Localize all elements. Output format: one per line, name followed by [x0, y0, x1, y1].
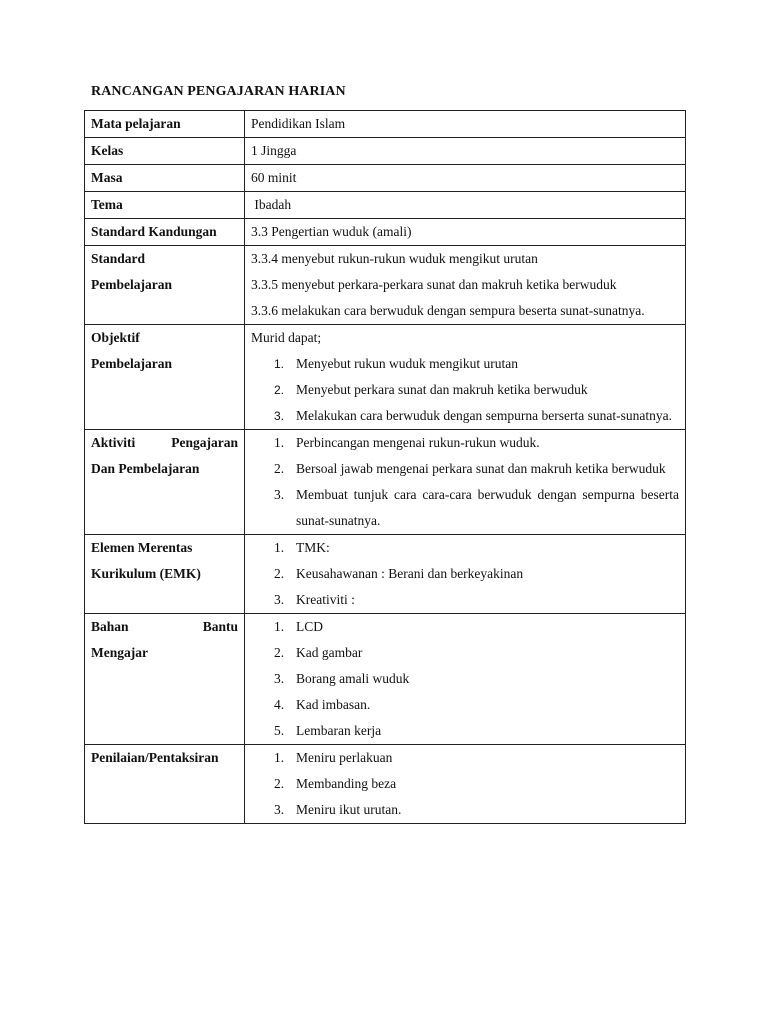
list-item	[251, 692, 679, 718]
row-label-aktiviti	[85, 430, 245, 535]
list-text: Keusahawanan : Berani dan berkeyakinan	[296, 566, 524, 581]
label-line: Aktiviti Pengajaran	[91, 435, 238, 450]
list-item	[251, 535, 679, 561]
table-row	[85, 138, 686, 165]
list-item	[251, 640, 679, 666]
row-label-mata-pelajaran: Mata pelajaran	[85, 111, 245, 138]
list-number: 5.	[274, 723, 285, 738]
list-item: 3.3.6 melakukan cara berwuduk dengan sempura beserta sunat-sunatnya.	[251, 303, 645, 318]
list-text: Menyebut perkara sunat dan makruh ketika berwuduk	[296, 382, 588, 397]
list-text: Melakukan cara berwuduk dengan sempurna berserta sunat-sunatnya.	[296, 408, 672, 423]
list-number: 2.	[274, 645, 285, 660]
label-line: Kurikulum (EMK)	[91, 566, 201, 581]
list-item	[251, 587, 679, 613]
emk-list	[251, 535, 679, 613]
row-label-masa: Masa	[85, 165, 245, 192]
list-text: Kreativiti :	[296, 592, 355, 607]
table-row	[85, 535, 686, 614]
row-value-aktiviti	[245, 430, 686, 535]
list-number: 1.	[274, 357, 285, 371]
list-number: 3.	[274, 592, 285, 607]
list-number: 1.	[274, 619, 285, 634]
list-number: 1.	[274, 435, 285, 450]
label-line: Mengajar	[91, 645, 148, 660]
list-text: Menyebut rukun wuduk mengikut urutan	[296, 356, 518, 371]
list-item	[251, 377, 679, 403]
list-number: 2.	[274, 383, 285, 397]
list-number: 2.	[274, 776, 285, 791]
list-item	[251, 797, 679, 823]
list-number: 4.	[274, 697, 285, 712]
row-value-standard-pembelajaran	[245, 246, 686, 325]
row-label-tema: Tema	[85, 192, 245, 219]
assessment-list	[251, 745, 679, 823]
label-line: Objektif	[91, 330, 140, 345]
row-value-standard-kandungan: 3.3 Pengertian wuduk (amali)	[245, 219, 686, 246]
list-item: 3.3.5 menyebut perkara-perkara sunat dan makruh ketika berwuduk	[251, 277, 617, 292]
row-value-mata-pelajaran: Pendidikan Islam	[245, 111, 686, 138]
list-text: Meniru ikut urutan.	[296, 802, 402, 817]
list-text: Membanding beza	[296, 776, 397, 791]
table-row	[85, 246, 686, 325]
list-text: Perbincangan mengenai rukun-rukun wuduk.	[296, 435, 540, 450]
table-row	[85, 745, 686, 824]
row-label-standard-pembelajaran	[85, 246, 245, 325]
activity-list	[251, 430, 679, 534]
row-value-penilaian	[245, 745, 686, 824]
objective-list	[251, 351, 679, 429]
list-item	[251, 666, 679, 692]
list-text: Borang amali wuduk	[296, 671, 410, 686]
table-row	[85, 192, 686, 219]
list-item	[251, 745, 679, 771]
list-text: Bersoal jawab mengenai perkara sunat dan makruh ketika berwuduk	[296, 461, 666, 476]
label-line: Pembelajaran	[91, 356, 172, 371]
list-number: 1.	[274, 540, 285, 555]
table-row	[85, 165, 686, 192]
label-line: Standard	[91, 251, 146, 266]
table-row	[85, 219, 686, 246]
list-item	[251, 456, 679, 482]
row-value-objektif	[245, 325, 686, 430]
list-number: 1.	[274, 750, 285, 765]
lesson-plan-table	[84, 110, 686, 824]
list-text: Kad gambar	[296, 645, 363, 660]
list-number: 3.	[274, 671, 285, 686]
label-line: Elemen Merentas	[91, 540, 193, 555]
list-text: Lembaran kerja	[296, 723, 382, 738]
list-item	[251, 561, 679, 587]
list-item	[251, 614, 679, 640]
list-item: 3.3.4 menyebut rukun-rukun wuduk mengikut urutan	[251, 251, 538, 266]
list-text: Meniru perlakuan	[296, 750, 393, 765]
row-value-kelas: 1 Jingga	[245, 138, 686, 165]
list-item	[251, 718, 679, 744]
material-list	[251, 614, 679, 744]
list-intro: Murid dapat;	[251, 330, 322, 345]
list-number: 2.	[274, 461, 285, 476]
row-value-emk	[245, 535, 686, 614]
row-value-masa: 60 minit	[245, 165, 686, 192]
label-line: Bahan Bantu	[91, 619, 238, 634]
list-text: Membuat tunjuk cara cara-cara berwuduk dengan sempurna beserta sunat-sunatnya.	[296, 487, 679, 528]
row-label-standard-kandungan: Standard Kandungan	[85, 219, 245, 246]
table-row	[85, 614, 686, 745]
list-text: Kad imbasan.	[296, 697, 371, 712]
list-number: 2.	[274, 566, 285, 581]
row-label-penilaian: Penilaian/Pentaksiran	[85, 745, 245, 824]
list-text: TMK:	[296, 540, 330, 555]
table-row	[85, 430, 686, 535]
list-item	[251, 351, 679, 377]
table-row	[85, 111, 686, 138]
row-value-bahan	[245, 614, 686, 745]
row-label-emk	[85, 535, 245, 614]
list-item	[251, 403, 679, 429]
list-item	[251, 771, 679, 797]
row-label-objektif	[85, 325, 245, 430]
list-number: 3.	[274, 409, 285, 423]
label-line: Pembelajaran	[91, 277, 172, 292]
label-line: Dan Pembelajaran	[91, 461, 200, 476]
document-title: RANCANGAN PENGAJARAN HARIAN	[91, 84, 346, 99]
list-number: 3.	[274, 802, 285, 817]
row-value-tema: Ibadah	[245, 192, 686, 219]
table-row	[85, 325, 686, 430]
list-item	[251, 482, 679, 534]
row-label-bahan	[85, 614, 245, 745]
list-number: 3.	[274, 487, 285, 502]
row-label-kelas: Kelas	[85, 138, 245, 165]
list-item	[251, 430, 679, 456]
list-text: LCD	[296, 619, 323, 634]
